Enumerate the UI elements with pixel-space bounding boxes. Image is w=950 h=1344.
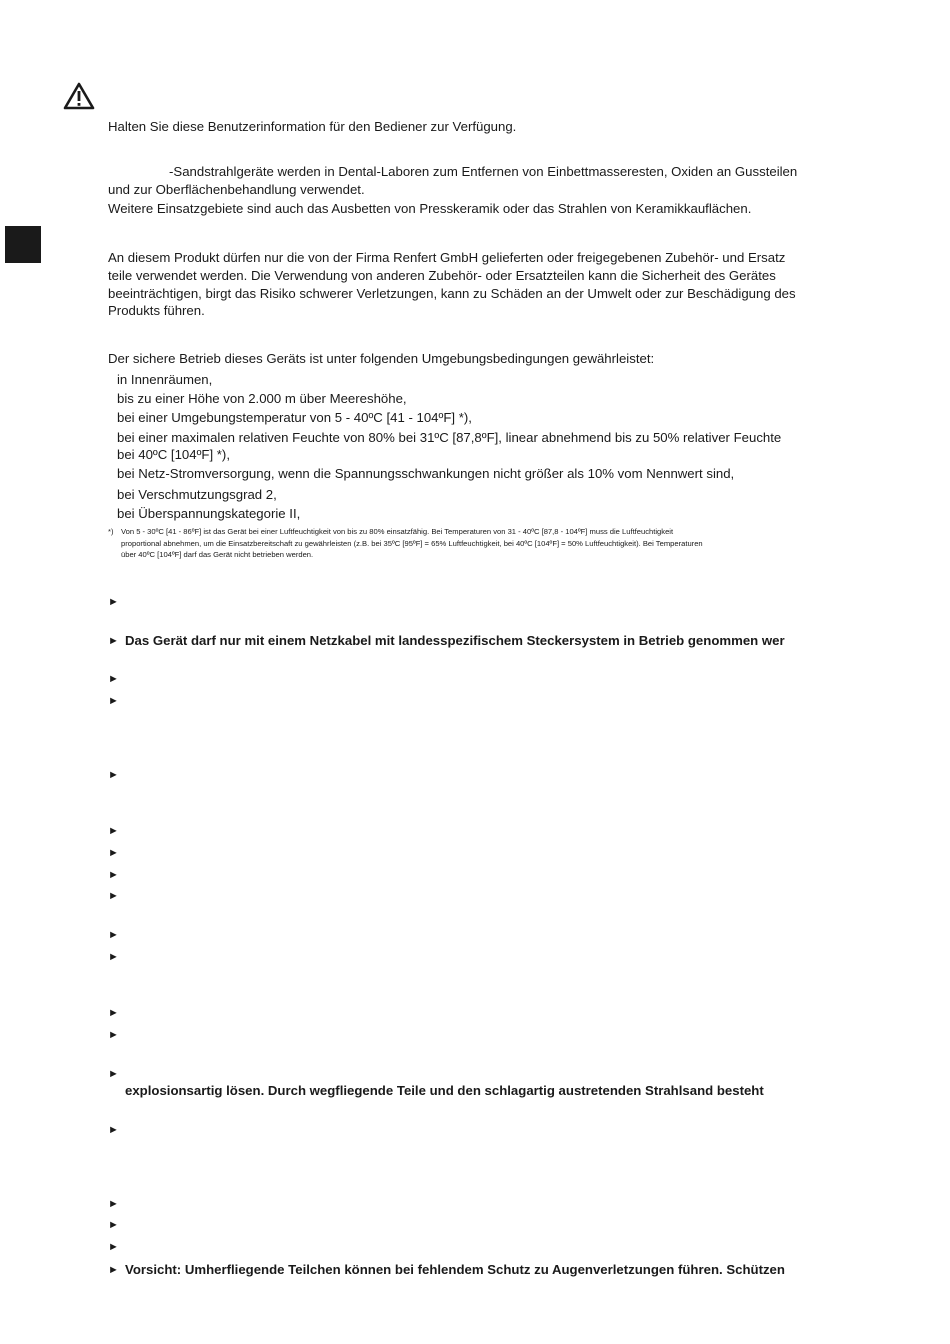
bullet-arrow-icon: ►: [108, 929, 119, 941]
footnote-marker: *): [108, 527, 114, 536]
section-tab-marker: [5, 226, 41, 263]
bullet-arrow-icon: ►: [108, 1198, 119, 1210]
bullet-arrow-icon: ►: [108, 825, 119, 837]
bullet-arrow-icon: ►: [108, 695, 119, 707]
environment-item: bei Überspannungskategorie II,: [117, 506, 301, 521]
accessories-line-2: teile verwendet werden. Die Verwendung von anderen Zubehör- oder Ersatzteilen kann die Sicherheit des Gerätes: [108, 268, 776, 283]
bullet-arrow-icon: ►: [108, 869, 119, 881]
warning-explosion: explosionsartig lösen. Durch wegfliegende Teile und den schlagartig austretenden Strahlsand besteht: [125, 1083, 764, 1098]
bullet-arrow-icon: ►: [108, 1007, 119, 1019]
environment-lead: Der sichere Betrieb dieses Geräts ist unter folgenden Umgebungsbedingungen gewährleistet:: [108, 351, 655, 366]
bullet-arrow-icon: ►: [108, 1124, 119, 1136]
environment-item: bei Verschmutzungsgrad 2,: [117, 487, 277, 502]
environment-item: in Innenräumen,: [117, 372, 213, 387]
intro-text: Halten Sie diese Benutzerinformation für den Bediener zur Verfügung.: [108, 119, 517, 134]
environment-item: bei einer maximalen relativen Feuchte von 80% bei 31ºC [87,8ºF], linear abnehmend bis zu 50% relativer Feuchte: [117, 430, 782, 445]
usage-line-2: und zur Oberflächenbehandlung verwendet.: [108, 182, 365, 197]
bullet-arrow-icon: ►: [108, 1264, 119, 1276]
bullet-arrow-icon: ►: [108, 847, 119, 859]
bullet-arrow-icon: ►: [108, 673, 119, 685]
bullet-arrow-icon: ►: [108, 951, 119, 963]
footnote-line-2: proportional abnehmen, um die Einsatzbereitschaft zu gewährleisten (z.B. bei 35ºC [95ºF] = 65% Luftfeuchtigkeit, bei 40ºC [104ºF] = 50% Luftfeuchtigkeit). Bei Temperaturen: [121, 539, 703, 548]
warning-vorsicht: Vorsicht: Umherfliegende Teilchen können bei fehlendem Schutz zu Augenverletzungen führen. Schützen: [125, 1262, 785, 1277]
usage-line-3: Weitere Einsatzgebiete sind auch das Ausbetten von Presskeramik oder das Strahlen von Keramikkauflächen.: [108, 201, 752, 216]
environment-item: bei einer Umgebungstemperatur von 5 - 40ºC [41 - 104ºF] *),: [117, 410, 472, 425]
accessories-line-1: An diesem Produkt dürfen nur die von der Firma Renfert GmbH gelieferten oder freigegebenen Zubehör- und Ersatz: [108, 250, 786, 265]
environment-item: bis zu einer Höhe von 2.000 m über Meereshöhe,: [117, 391, 407, 406]
bullet-arrow-icon: ►: [108, 1219, 119, 1231]
environment-item: bei 40ºC [104ºF] *),: [117, 447, 230, 462]
usage-line-1: -Sandstrahlgeräte werden in Dental-Laboren zum Entfernen von Einbettmasseresten, Oxiden an Gussteilen: [169, 164, 798, 179]
warning-netzkabel: Das Gerät darf nur mit einem Netzkabel mit landesspezifischem Steckersystem in Betrieb genommen wer: [125, 633, 785, 648]
accessories-line-3: beeinträchtigen, birgt das Risiko schwerer Verletzungen, kann zu Schäden an der Umwelt oder zur Beschädigung des: [108, 286, 796, 301]
bullet-arrow-icon: ►: [108, 769, 119, 781]
footnote-line-1: Von 5 - 30ºC [41 - 86ºF] ist das Gerät bei einer Luftfeuchtigkeit von bis zu 80% einsatzfähig. Bei Temperaturen von 31 - 40ºC [87,8 - 104ºF] muss die Luftfeuchtigkeit: [121, 527, 674, 536]
bullet-arrow-icon: ►: [108, 1068, 119, 1080]
accessories-line-4: Produkts führen.: [108, 303, 205, 318]
bullet-arrow-icon: ►: [108, 596, 119, 608]
bullet-arrow-icon: ►: [108, 890, 119, 902]
bullet-arrow-icon: ►: [108, 1029, 119, 1041]
footnote-line-3: über 40ºC [104ºF] darf das Gerät nicht betrieben werden.: [121, 550, 314, 559]
bullet-arrow-icon: ►: [108, 1241, 119, 1253]
warning-icon: [63, 82, 95, 110]
environment-item: bei Netz-Stromversorgung, wenn die Spannungsschwankungen nicht größer als 10% vom Nennwert sind,: [117, 466, 735, 481]
bullet-arrow-icon: ►: [108, 635, 119, 647]
